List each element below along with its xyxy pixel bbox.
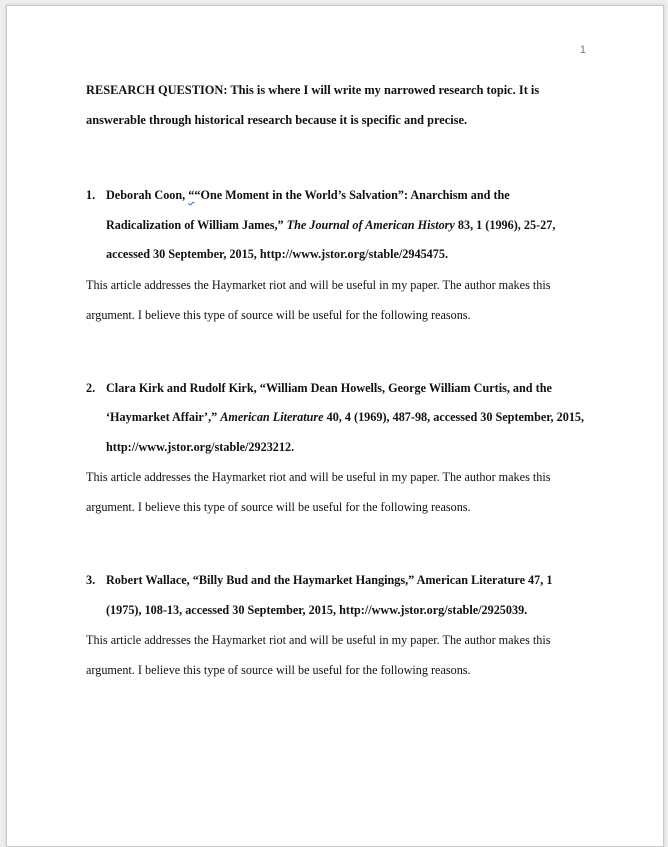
citation-number: 3. [86,573,96,587]
citation-details: 83, 1 (1996), 25-27, accessed 30 September, 2015, http://www.jstor.org/stable/2945475. [106,217,556,261]
citation-title: “One Moment in the World’s Salvation”: Anarchism and the Radicalization of William James,” [106,188,510,232]
citation-description-1: This article addresses the Haymarket riot and will be useful in my paper. The author makes this argument. I believe this type of source will be useful for the following reasons. [86,277,551,322]
document-body[interactable] [86,76,586,685]
citation-journal: The Journal of American History [286,217,455,232]
spelling-flag[interactable]: “ [188,188,195,202]
citation-number: 2. [86,380,96,395]
citation-text: Robert Wallace, “Billy Bud and the Haymarket Hangings,” American Literature 47, 1 (1975), 108-13, accessed 30 September, 2015, http://www.jstor.org/stable/2925039. [106,573,553,617]
citation-journal: American Literature [220,410,324,424]
page-number: 1 [579,44,586,56]
citation-title: “William Dean Howells, George William Curtis, and the ‘Haymarket Affair’,” [106,380,552,424]
citation-description-2: This article addresses the Haymarket riot and will be useful in my paper. The author makes this argument. I believe this type of source will be useful for the following reasons. [86,470,551,514]
citation-details: 40, 4 (1969), 487-98, accessed 30 September, 2015, http://www.jstor.org/stable/2923212. [106,410,585,454]
citation-number: 1. [86,188,96,202]
document-page[interactable] [6,5,664,847]
citation-author: Deborah Coon, [106,188,186,202]
citation-description-3: This article addresses the Haymarket riot and will be useful in my paper. The author makes this argument. I believe this type of source will be useful for the following reasons. [86,633,551,677]
citation-entry-2 [86,374,586,463]
research-question: RESEARCH QUESTION: This is where I will write my narrowed research topic. It is answerable through historical research because it is specific and precise. [86,83,540,127]
citation-author: Clara Kirk and Rudolf Kirk, [106,380,257,395]
citation-entry-1 [86,181,586,270]
citation-entry-3 [86,566,586,625]
